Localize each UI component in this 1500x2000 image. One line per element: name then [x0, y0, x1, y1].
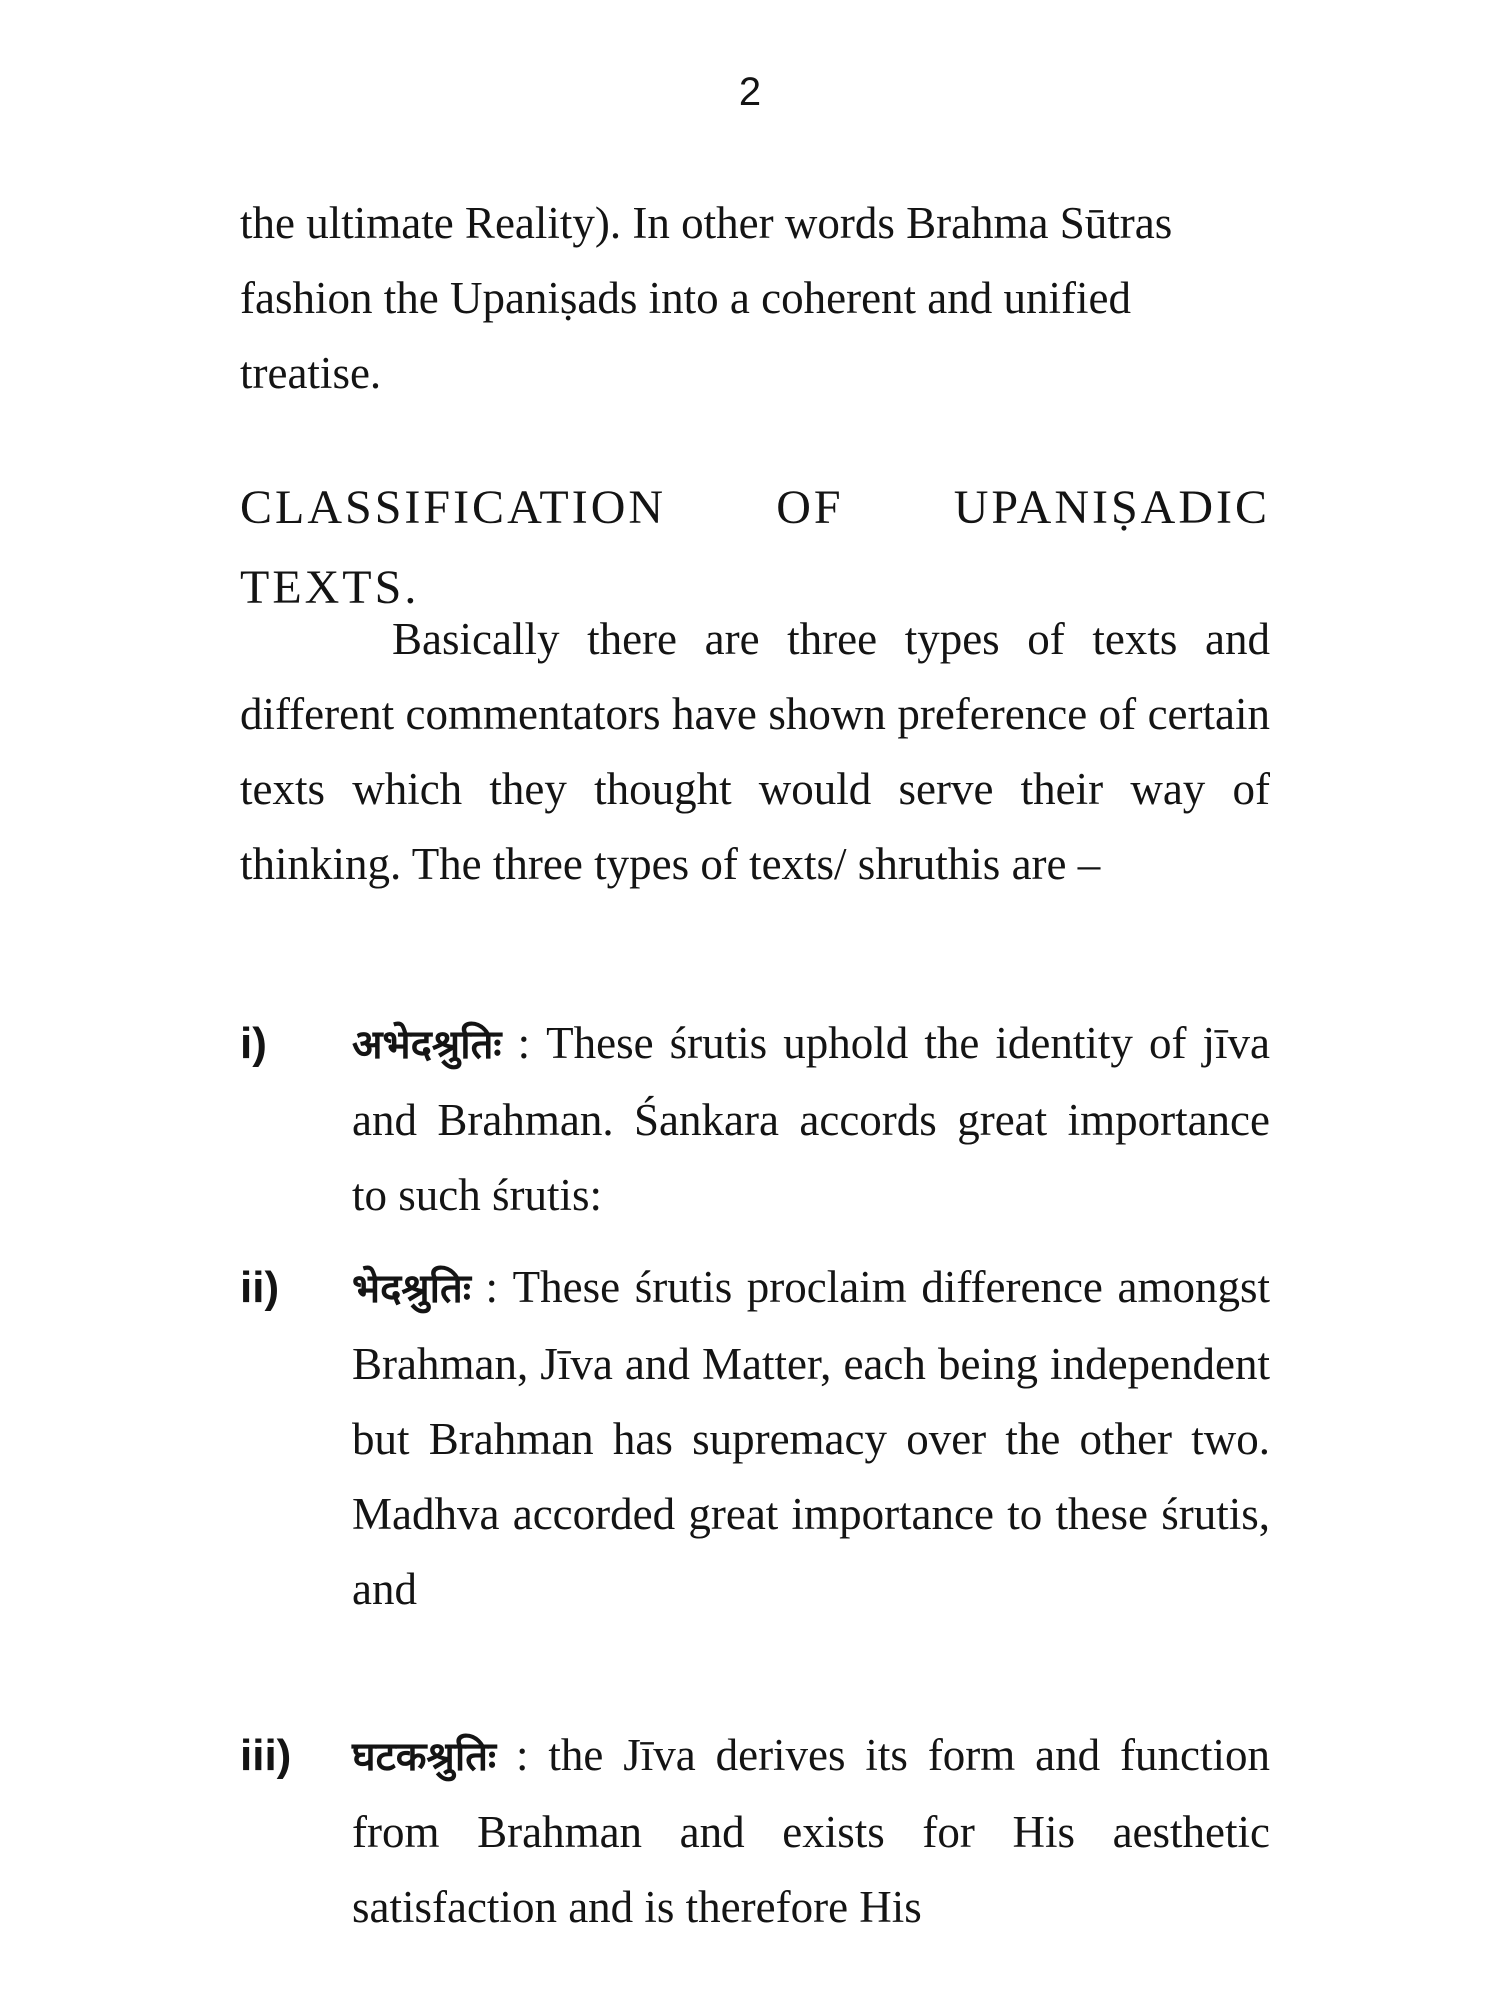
intro-paragraph: the ultimate Reality). In other words Brahma Sūtras fashion the Upaniṣads into a coherent and unified treatise.	[240, 198, 1173, 398]
list-item-text: : These śrutis proclaim difference amongst Brahman, Jīva and Matter, each being independent but Brahman has supremacy over the other two. Madhva accorded great importance to these śrutis, and	[352, 1262, 1270, 1614]
section-heading-line-1: CLASSIFICATION OF UPANIṢADIC	[240, 480, 1270, 534]
page-number: 2	[738, 70, 762, 114]
list-item-body	[352, 1718, 1270, 1945]
sanskrit-term: घटकश्रुतिः	[352, 1734, 497, 1780]
list-item	[240, 1006, 1270, 1233]
sanskrit-term: अभेदश्रुतिः	[352, 1022, 502, 1068]
section-heading-line-2: TEXTS.	[240, 560, 420, 614]
list-item-marker: iii)	[240, 1731, 292, 1780]
list-item-marker: i)	[240, 1019, 267, 1068]
sanskrit-term: भेदश्रुतिः	[352, 1266, 471, 1312]
list-item	[240, 1718, 1270, 1945]
list-item-text: : the Jīva derives its form and function from Brahman and exists for His aesthetic satisfaction and is therefore His	[352, 1730, 1270, 1932]
list-item-body	[352, 1250, 1270, 1627]
body-paragraph: Basically there are three types of texts and different commentators have shown preference of certain texts which they thought would serve their way of thinking. The three types of texts/ shruthis are –	[240, 614, 1270, 889]
list-item-body	[352, 1006, 1270, 1233]
list-item-text: : These śrutis uphold the identity of jīva and Brahman. Śankara accords great importance to such śrutis:	[352, 1018, 1270, 1220]
list-item-marker: ii)	[240, 1263, 280, 1312]
list-item	[240, 1250, 1270, 1627]
